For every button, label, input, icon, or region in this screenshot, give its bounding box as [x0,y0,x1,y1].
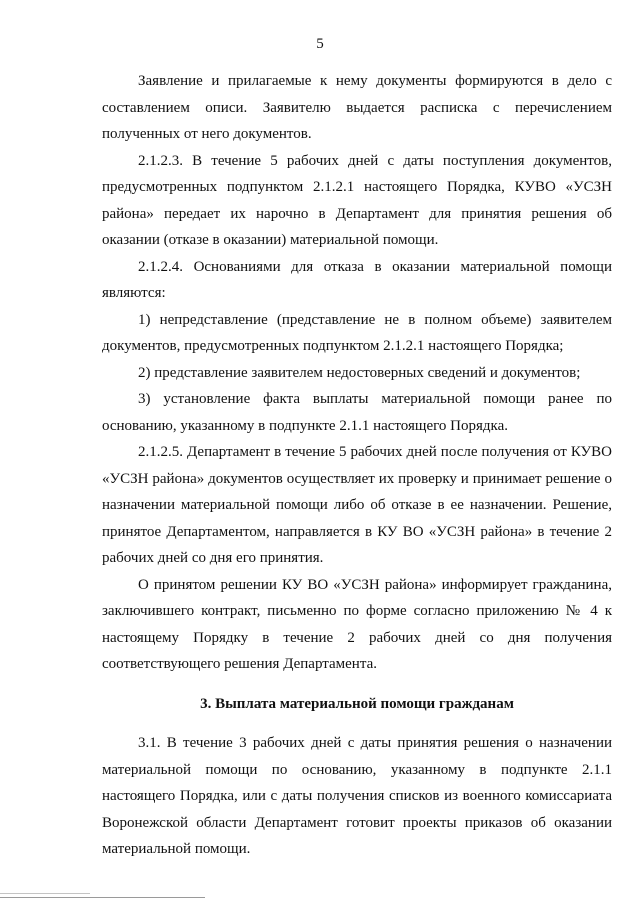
paragraph-dossier-forming: Заявление и прилагаемые к нему документы формируются в дело с составлением описи. Заявителю выдается расписка с перечислением полученных от него документов. [102,73,612,142]
section-heading: 3. Выплата материальной помощи гражданам [200,695,514,712]
list-item-refusal-1: 1) непредставление (представление не в полном объеме) заявителем документов, предусмотренных подпунктом 2.1.2.1 настоящего Порядка; [102,311,612,354]
scan-edge-line-secondary [0,893,90,894]
scan-edge-line [0,897,205,898]
list-item-refusal-3: 3) установление факта выплаты материальной помощи ранее по основанию, указанному в подпункте 2.1.1 настоящего Порядка. [102,391,612,434]
paragraph-2-1-2-3: 2.1.2.3. В течение 5 рабочих дней с даты поступления документов, предусмотренных подпунктом 2.1.2.1 настоящего Порядка, КУВО «УСЗН района» передает их нарочно в Департамент для принятия решения об оказании (отказе в оказании) материальной помощи. [102,152,612,248]
document-body [102,68,612,863]
paragraph-decision-notification: О принятом решении КУ ВО «УСЗН района» информирует гражданина, заключившего контракт, письменно по форме согласно приложению № 4 к настоящему Порядку в течение 2 рабочих дней со дня получения соответствующего решения Департамента. [102,576,612,672]
paragraph-3-1: 3.1. В течение 3 рабочих дней с даты принятия решения о назначении материальной помощи по основанию, указанному в подпункте 2.1.1 настоящего Порядка, или с даты получения списков из военного комиссариата Воронежской области Департамент готовит проекты приказов об оказании материальной помощи. [102,735,612,857]
paragraph-2-1-2-5: 2.1.2.5. Департамент в течение 5 рабочих дней после получения от КУВО «УСЗН района» документов осуществляет их проверку и принимает решение о назначении материальной помощи либо об отказе в ее назначении. Решение, принятое Департаментом, направляется в КУ ВО «УСЗН района» в течение 2 рабочих дней со дня его принятия. [102,444,612,566]
paragraph-2-1-2-4: 2.1.2.4. Основаниями для отказа в оказании материальной помощи являются: [102,258,612,301]
page-number: 5 [316,36,324,52]
list-item-refusal-2: 2) представление заявителем недостоверных сведений и документов; [138,364,581,381]
